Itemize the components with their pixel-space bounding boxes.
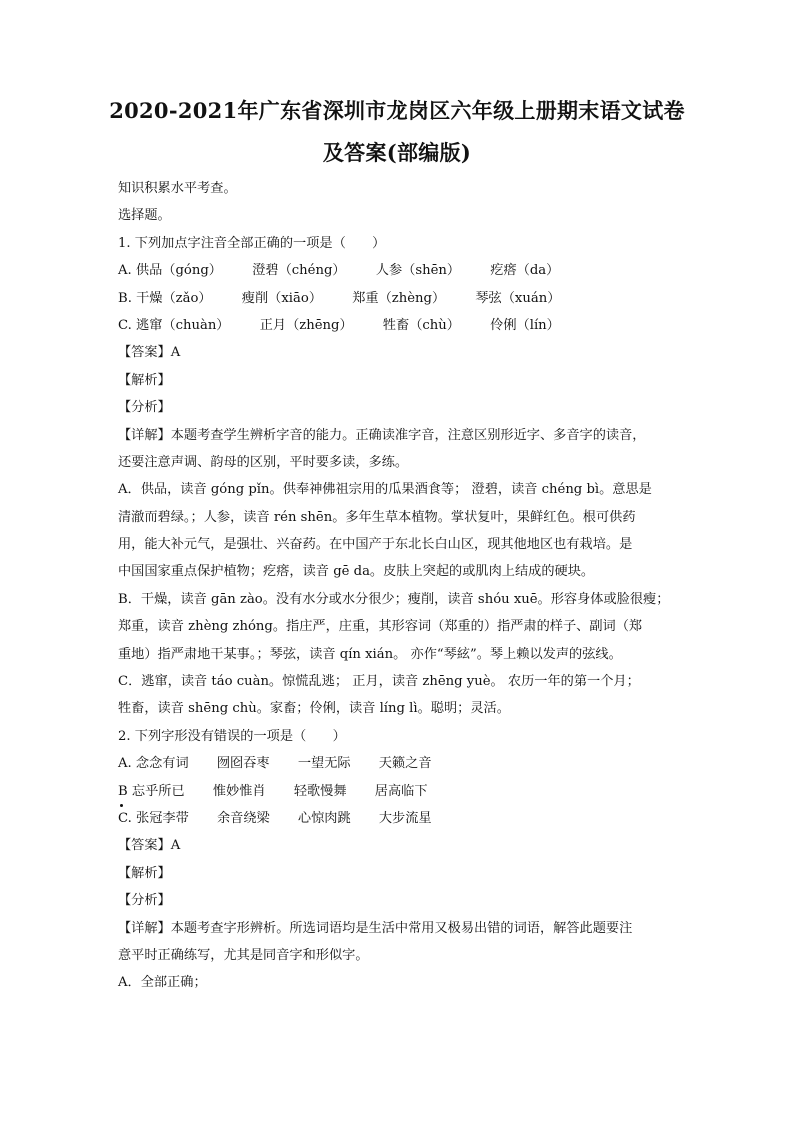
option-item: 惟妙惟肖 [212,783,266,799]
q1-detail-line: 清澈而碧绿。；人参，读音 rén shēn。多年生草本植物。掌状复叶，果鲜红色。根可供药 [118,509,636,525]
q2-answer: 【答案】A [118,838,181,854]
option-label [118,778,128,805]
document-body [118,175,682,997]
q2-detail-line: A．全部正确； [118,975,207,991]
q1-analysis-label: 【解析】 [118,372,171,388]
q2-detail-line: 【详解】本题考查字形辨析。所选词语均是生活中常用又极易出错的词语，解答此题要注 [118,920,633,936]
q1-detail-line: 牲畜，读音 shēng chù。家畜；伶俐，读音 líng lì。聪明；灵活。 [118,701,510,717]
option-item: 余音绕梁 [216,810,270,826]
q1-detail-line: B．干燥，读音 gān zào。没有水分或水分很少；瘦削，读音 shóu xuē。形容身体或脸很瘦； [118,591,670,607]
q1-detail-line: A．供品，读音 góng pǐn。供奉神佛祖宗用的瓜果酒食等； 澄碧，读音 chéng bì。意思是 [118,482,652,498]
option-item: 心惊肉跳 [297,810,351,826]
document-title-line2: 及答案(部编版) [322,140,472,165]
q1-stem: 1. 下列加点字注音全部正确的一项是（ ） [118,235,386,251]
option-item: 逃窜（chuàn） [136,317,230,333]
q1-fenxi-label: 【分析】 [118,400,171,416]
q1-option-a [118,257,682,284]
option-item: 牲畜（chù） [382,317,460,333]
q2-detail-line: 意平时正确练写，尤其是同音字和形似字。 [118,947,369,963]
emphasis-dot [120,804,123,807]
option-item: 疙瘩（da） [490,263,560,279]
q1-detail-line: 还要注意声调、韵母的区别，平时要多读，多练。 [118,454,409,470]
option-item: 供品（góng） [135,263,222,279]
q2-option-b [118,778,682,805]
q1-option-b [118,285,682,312]
option-item: 琴弦（xuán） [475,290,561,306]
option-item: 轻歌慢舞 [293,783,347,799]
option-item: 念念有词 [135,756,189,772]
option-label: A. [118,756,132,772]
q2-option-a [118,750,682,777]
option-label-text: B [118,783,128,799]
option-item: 郑重（zhèng） [352,290,446,306]
q1-detail-line: 【详解】本题考查学生辨析字音的能力。正确读准字音，注意区别形近字、多音字的读音， [118,427,646,443]
section-heading: 知识积累水平考查。 [118,181,237,196]
option-item: 张冠李带 [136,810,189,826]
option-item: 大步流星 [378,810,432,826]
q1-detail-line: 重地）指严肃地干某事。；琴弦，读音 qín xián。 亦作“琴絃”。琴上赖以发声的弦线。 [118,646,622,662]
option-item: 一望无际 [297,756,351,772]
q1-detail-line: 中国国家重点保护植物；疙瘩，读音 gē da。皮肤上突起的或肌肉上结成的硬块。 [118,564,595,580]
option-item: 瘦削（xiāo） [241,290,323,306]
option-item: 天籁之音 [378,756,432,772]
option-item: 澄碧（chéng） [252,263,346,279]
option-item: 居高临下 [374,783,428,799]
option-item: 人参（shēn） [375,263,461,279]
option-item: 正月（zhēng） [259,317,353,333]
q1-answer: 【答案】A [118,345,181,361]
question-type: 选择题。 [118,208,171,224]
q1-option-c [118,312,682,339]
document-title-line1: 2020-2021年广东省深圳市龙岗区六年级上册期末语文试卷 [109,98,685,123]
q2-analysis-label: 【解析】 [118,865,171,881]
q1-detail-line: 用，能大补元气，是强壮、兴奋药。在中国产于东北长白山区，现其他地区也有栽培。是 [118,537,633,553]
option-label: C. [118,317,132,333]
q2-fenxi-label: 【分析】 [118,893,171,909]
q1-detail-line: 郑重，读音 zhèng zhóng。指庄严，庄重，其形容词（郑重的）指严肃的样子、副词（郑 [118,619,643,635]
option-item: 伶俐（lín） [490,317,560,333]
option-label: C. [118,810,132,826]
option-item: 干燥（zǎo） [136,290,212,306]
q2-stem: 2. 下列字形没有错误的一项是（ ） [118,728,346,744]
option-item: 囫囵吞枣 [216,756,270,772]
option-label: A. [118,263,132,279]
q2-option-c [118,805,682,832]
option-item: 忘乎所已 [131,783,185,799]
option-label: B. [118,290,132,306]
q1-detail-line: C．逃窜，读音 táo cuàn。惊慌乱逃； 正月，读音 zhēng yuè。 农历一年的第一个月； [118,674,640,690]
